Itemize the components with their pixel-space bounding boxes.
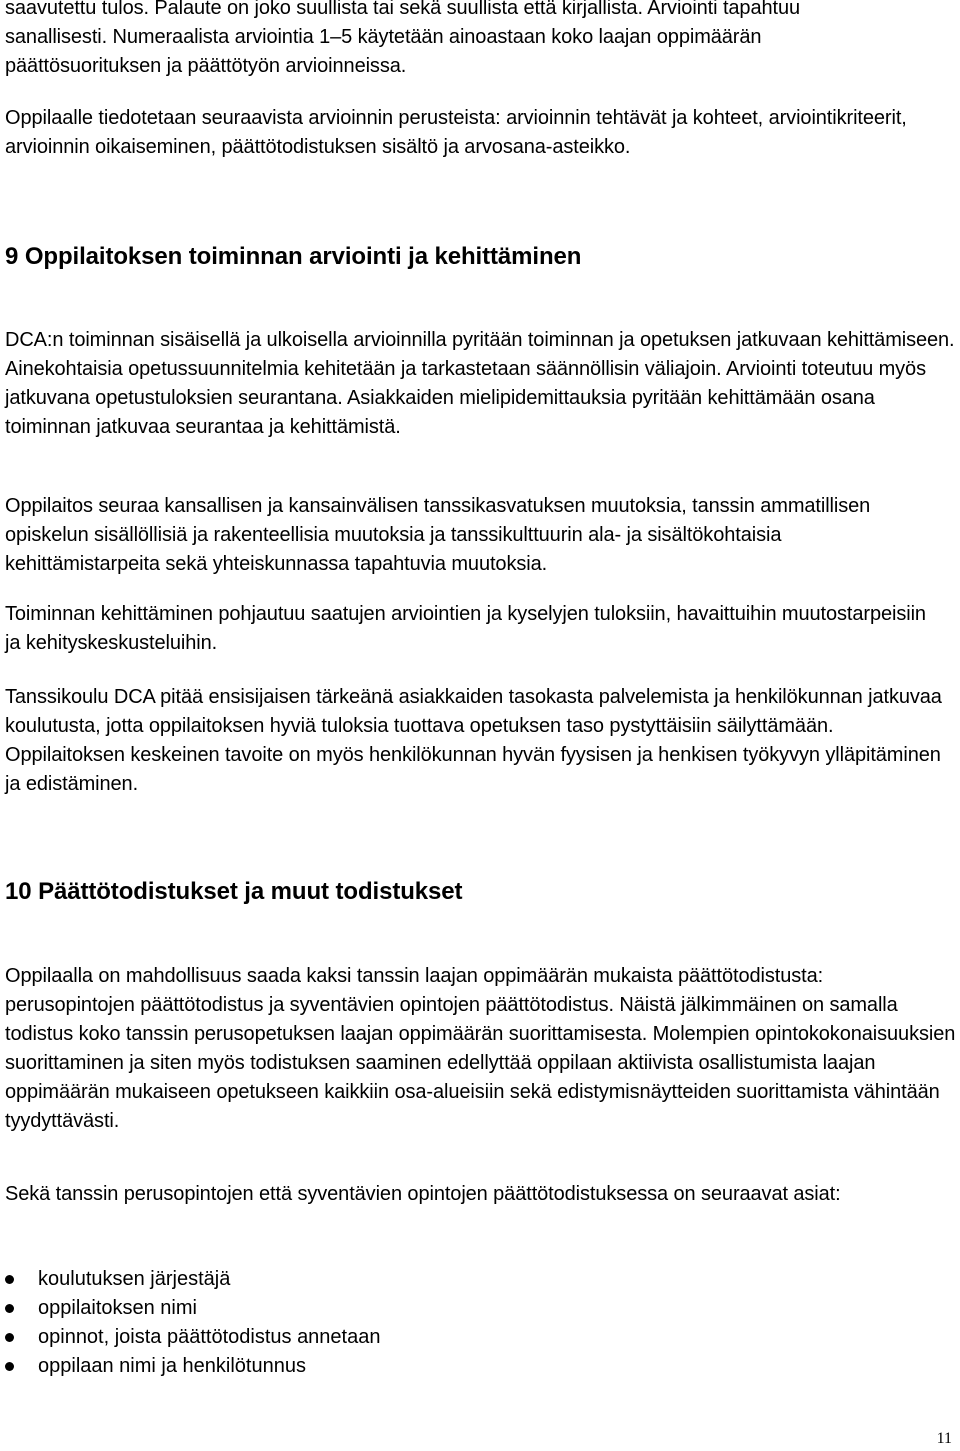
section-9-paragraph-1: DCA:n toiminnan sisäisellä ja ulkoisella arvioinnilla pyritään toiminnan ja opetuksen jatkuvaan kehittämiseen. Ainekohtaisia opetussuunnitelmia kehitetään ja tarkastetaan säännöllisin väliajoin. Arviointi toteutuu myös jatkuvana opetustuloksien seurantana. Asiakkaiden mielipidemittauksia pyritään kehittämään osana toiminnan jatkuvaa seurantaa ja kehittämistä.: [5, 329, 955, 438]
bullet-icon: [5, 1362, 14, 1371]
list-item: [5, 1352, 905, 1381]
bullet-icon: [5, 1275, 14, 1284]
list-item-text: oppilaan nimi ja henkilötunnus: [38, 1355, 306, 1377]
section-9-heading: 9 Oppilaitoksen toiminnan arviointi ja kehittäminen: [5, 243, 582, 270]
section-10-paragraph-2: Sekä tanssin perusopintojen että syventävien opintojen päättötodistuksessa on seuraavat asiat:: [5, 1183, 841, 1205]
section-10-paragraph-1: Oppilaalla on mahdollisuus saada kaksi tanssin laajan oppimäärän mukaista päättötodistusta: perusopintojen päättötodistus ja syventävien opintojen päättötodistus. Näistä jälkimmäinen on samalla todistus koko tanssin perusopetuksen laajan oppimäärän suorittamisesta. Molempien opintokokonaisuuksien suorittaminen ja siten myös todistuksen saaminen edellyttää oppilaan aktiivista osallistumista laajan oppimäärän mukaiseen opetukseen kaikkiin osa-alueisiin sekä edistymisnäytteiden suorittamista vähintään tyydyttävästi.: [5, 965, 956, 1132]
intro-paragraph-2: Oppilaalle tiedotetaan seuraavista arvioinnin perusteista: arvioinnin tehtävät ja kohteet, arviointikriteerit, arvioinnin oikaiseminen, päättötodistuksen sisältö ja arvosana-asteikko.: [5, 107, 907, 158]
list-item: [5, 1294, 905, 1323]
list-item-text: opinnot, joista päättötodistus annetaan: [38, 1326, 381, 1348]
list-item: [5, 1265, 905, 1294]
section-9-paragraph-2: Oppilaitos seuraa kansallisen ja kansainvälisen tanssikasvatuksen muutoksia, tanssin ammatillisen opiskelun sisällöllisiä ja rakenteellisia muutoksia ja tanssikulttuurin ala- ja sisältökohtaisia kehittämistarpeita sekä yhteiskunnassa tapahtuvia muutoksia.: [5, 495, 871, 575]
section-9-paragraph-4: Tanssikoulu DCA pitää ensisijaisen tärkeänä asiakkaiden tasokasta palvelemista ja henkilökunnan jatkuvaa koulutusta, jotta oppilaitoksen hyviä tuloksia tuottava opetuksen taso pystyttäisiin säilyttämään. Oppilaitoksen keskeinen tavoite on myös henkilökunnan hyvän fyysisen ja henkisen työkyvyn ylläpitäminen ja edistäminen.: [5, 686, 942, 795]
list-item: [5, 1323, 905, 1352]
list-item-text: oppilaitoksen nimi: [38, 1297, 197, 1319]
certificate-contents-list: [5, 1265, 905, 1381]
intro-paragraph-1: saavutettu tulos. Palaute on joko suullista tai sekä suullista että kirjallista. Arviointi tapahtuu sanallisesti. Numeraalista arviointia 1–5 käytetään ainoastaan koko laajan oppimäärän päättösuorituksen ja päättötyön arvioinneissa.: [5, 0, 800, 77]
section-10-heading: 10 Päättötodistukset ja muut todistukset: [5, 878, 463, 905]
page-number: 11: [936, 1430, 952, 1447]
bullet-icon: [5, 1333, 14, 1342]
bullet-icon: [5, 1304, 14, 1313]
list-item-text: koulutuksen järjestäjä: [38, 1268, 231, 1290]
section-9-paragraph-3: Toiminnan kehittäminen pohjautuu saatujen arviointien ja kyselyjen tuloksiin, havaittuihin muutostarpeisiin ja kehityskeskusteluihin.: [5, 603, 926, 654]
